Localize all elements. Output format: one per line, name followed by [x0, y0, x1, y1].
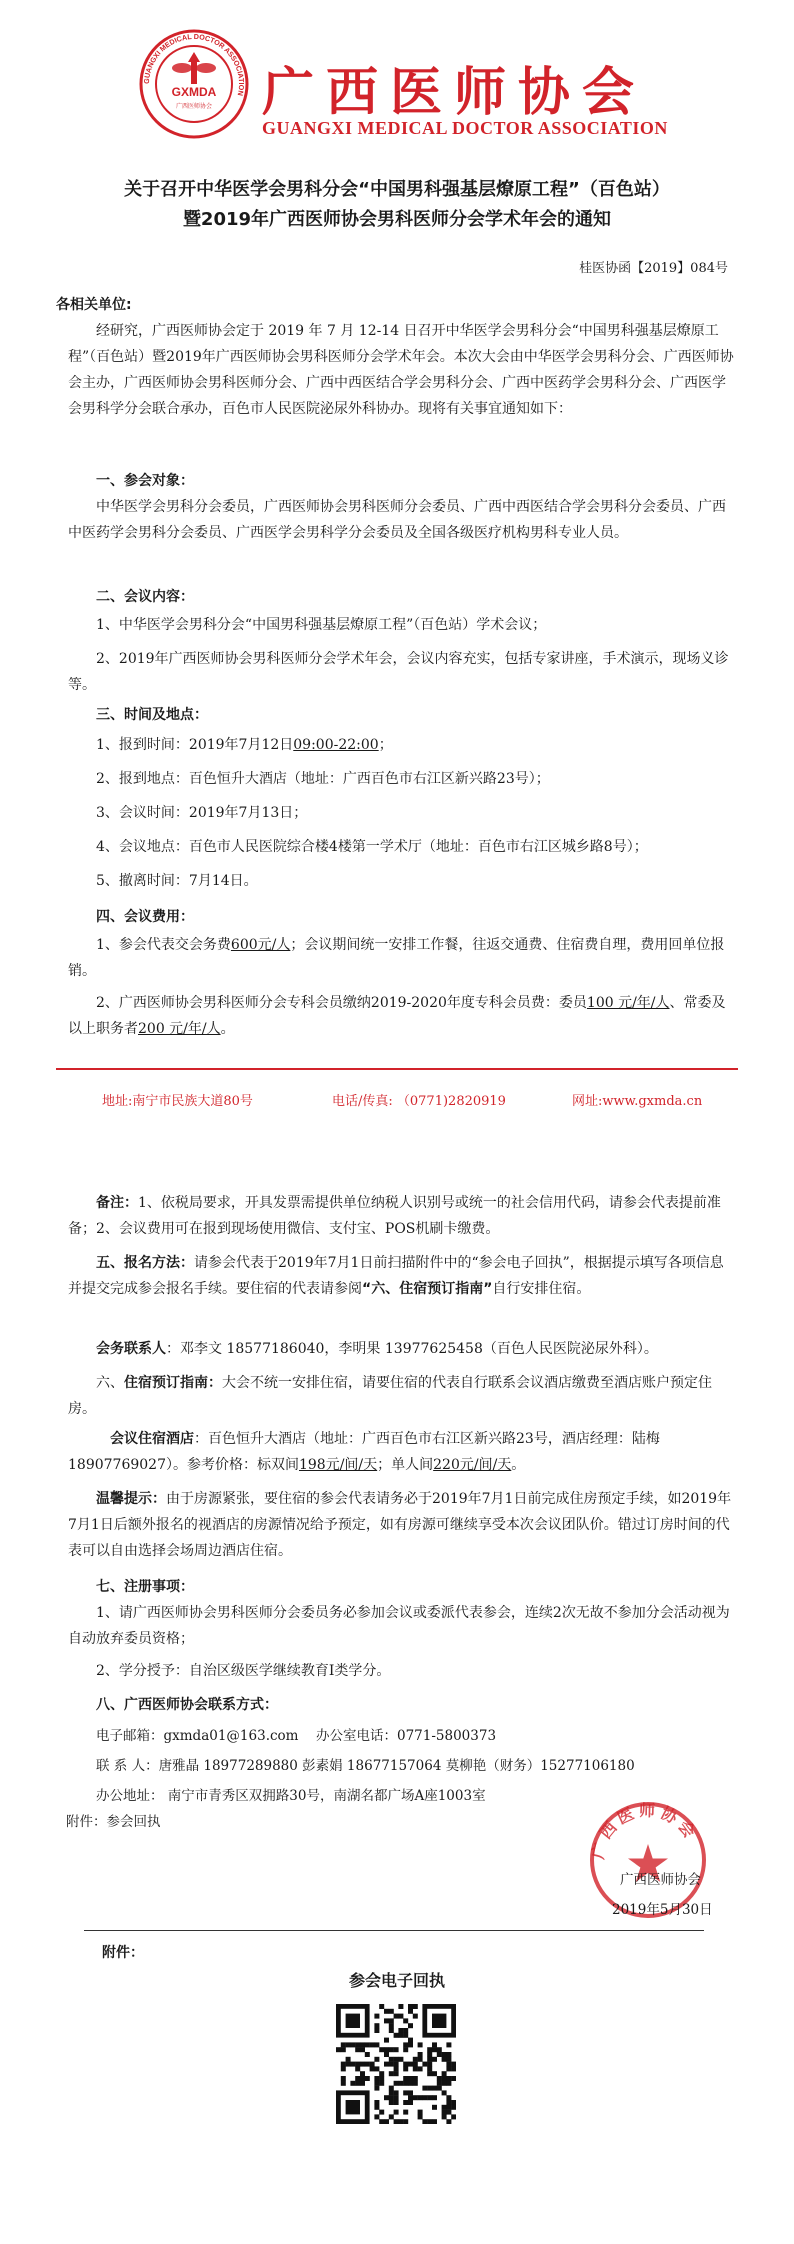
- section-4-heading: 四、会议费用：: [96, 909, 194, 925]
- intro-paragraph: 经研究，广西医师协会定于 2019 年 7 月 12-14 日召开中华医学会男科分会“中国男科强基层燎原工程”（百色站）暨2019年广西医师协会男科医师分会学术年会。本次大会由中华医学会男科分会、广西医师协会主办，广西医师协会男科医师分会、广西中西医结合学会男科分会、广西中医药学会男科分会、广西医学会男科学分会联合承办，百色市人民医院泌尿外科协办。现将有关事宜通知如下：: [68, 323, 734, 417]
- section-4-item-2: 2、广西医师协会男科医师分会专科会员缴纳2019-2020年度专科会员费：委员100 元/年/人、常委及以上职务者200 元/年/人。: [68, 995, 726, 1037]
- office-address: 办公地址： 南宁市青秀区双拥路30号，南湖名都广场A座1003室: [96, 1788, 486, 1804]
- section-1-heading: 一、参会对象：: [96, 473, 194, 489]
- attachment-note: 附件：参会回执: [66, 1814, 161, 1830]
- section-7-item-2: 2、学分授予：自治区级医学继续教育Ⅰ类学分。: [96, 1663, 391, 1679]
- section-5-paragraph: 五、报名方法：请参会代表于2019年7月1日前扫描附件中的“参会电子回执”，根据提示填写各项信息并提交完成参会报名手续。要住宿的代表请参阅“六、住宿预订指南”自行安排住宿。: [68, 1255, 724, 1297]
- footer-phone: 电话/传真: （0771)2820919: [332, 1094, 506, 1109]
- section-6-paragraph: 六、住宿预订指南：大会不统一安排住宿，请要住宿的代表自行联系会议酒店缴费至酒店账户预定住房。: [68, 1375, 712, 1417]
- attachment-title: 参会电子回执: [348, 1971, 445, 1990]
- logo-emblem: [138, 28, 250, 140]
- svg-text:GUANGXI MEDICAL DOCTOR ASSOCIA: GUANGXI MEDICAL DOCTOR ASSOCIATION: [141, 31, 247, 97]
- section-3-item-5: 5、撤离时间：7月14日。: [96, 873, 258, 889]
- org-name: 广西医师协会: [262, 62, 647, 123]
- contacts: 联 系 人：唐雅晶 18977289880 彭素娟 18677157064 莫柳艳（财务）15277106180: [96, 1758, 635, 1774]
- attachment-label: 附件：: [102, 1945, 144, 1961]
- section-2-item-2: 2、2019年广西医师协会男科医师分会学术年会，会议内容充实，包括专家讲座，手术演示，现场义诊等。: [68, 651, 729, 693]
- hotel-paragraph: 会议住宿酒店：百色恒升大酒店（地址：广西百色市右江区新兴路23号，酒店经理：陆梅18907769027）。参考价格：标双间198元/间/天；单人间220元/间/天。: [68, 1431, 660, 1473]
- notice-title-line1: 关于召开中华医学会男科分会“中国男科强基层燎原工程”（百色站）: [124, 179, 670, 200]
- svg-text:广西医师协会: 广西医师协会: [175, 103, 213, 110]
- section-8-heading: 八、广西医师协会联系方式：: [96, 1697, 278, 1713]
- section-3-item-2: 2、报到地点：百色恒升大酒店（地址：广西百色市右江区新兴路23号）；: [96, 771, 550, 787]
- email: 电子邮箱：gxmda01@163.com: [96, 1728, 299, 1744]
- section-2-heading: 二、会议内容：: [96, 589, 194, 605]
- contact-paragraph: 会务联系人：邓李文 18577186040，李明果 13977625458（百色人民医院泌尿外科）。: [96, 1341, 658, 1357]
- section-3-heading: 三、时间及地点：: [96, 707, 208, 723]
- footer-divider: [56, 1068, 738, 1070]
- section-4-item-1: 1、参会代表交会务费600元/人；会议期间统一安排工作餐，往返交通费、住宿费自理，费用回单位报销。: [68, 937, 725, 979]
- tip-paragraph: 温馨提示：由于房源紧张，要住宿的参会代表请务必于2019年7月1日前完成住房预定手续，如2019年7月1日后额外报名的视酒店的房源情况给予预定，如有房源可继续享受本次会议团队价。错过订房时间的代表可以自由选择会场周边酒店住宿。: [68, 1491, 732, 1559]
- org-name-en: GUANGXI MEDICAL DOCTOR ASSOCIATION: [262, 118, 668, 138]
- section-2-item-1: 1、中华医学会男科分会“中国男科强基层燎原工程”（百色站）学术会议；: [96, 617, 547, 633]
- footer-website: 网址:www.gxmda.cn: [572, 1094, 703, 1109]
- note-paragraph: 备注：1、依税局要求，开具发票需提供单位纳税人识别号或统一的社会信用代码，请参会代表提前准备；2、会议费用可在报到现场使用微信、支付宝、POS机刷卡缴费。: [68, 1195, 721, 1237]
- doc-number: 桂医协函【2019】084号: [579, 261, 728, 276]
- section-1-text: 中华医学会男科分会委员，广西医师协会男科医师分会委员、广西中西医结合学会男科分会委员、广西中医药学会男科分会委员、广西医学会男科学分会委员及全国各级医疗机构男科专业人员。: [68, 499, 726, 541]
- qr-code-image: [336, 2004, 456, 2124]
- footer-address: 地址:南宁市民族大道80号: [102, 1094, 253, 1109]
- qr-code[interactable]: [336, 2004, 456, 2124]
- signature-org: 广西医师协会: [620, 1872, 701, 1888]
- svg-text:GXMDA: GXMDA: [171, 85, 217, 99]
- section-7-heading: 七、注册事项：: [96, 1579, 194, 1595]
- section-3-item-3: 3、会议时间：2019年7月13日；: [96, 805, 308, 821]
- attachment-divider: [84, 1930, 704, 1931]
- section-7-item-1: 1、请广西医师协会男科医师分会委员务必参加会议或委派代表参会，连续2次无故不参加分会活动视为自动放弃委员资格；: [68, 1605, 730, 1647]
- signature-date: 2019年5月30日: [612, 1902, 713, 1918]
- section-3-item-4: 4、会议地点：百色市人民医院综合楼4楼第一学术厅（地址：百色市右江区城乡路8号）；: [96, 839, 648, 855]
- section-3-item-1: 1、报到时间：2019年7月12日09:00-22:00；: [96, 737, 393, 753]
- office-phone: 办公室电话：0771-5800373: [316, 1728, 497, 1744]
- notice-title-line2: 暨2019年广西医师协会男科医师分会学术年会的通知: [182, 209, 612, 230]
- salutation: 各相关单位:: [56, 297, 132, 313]
- svg-text:广西医师协会: 广西医师协会: [588, 1800, 702, 1861]
